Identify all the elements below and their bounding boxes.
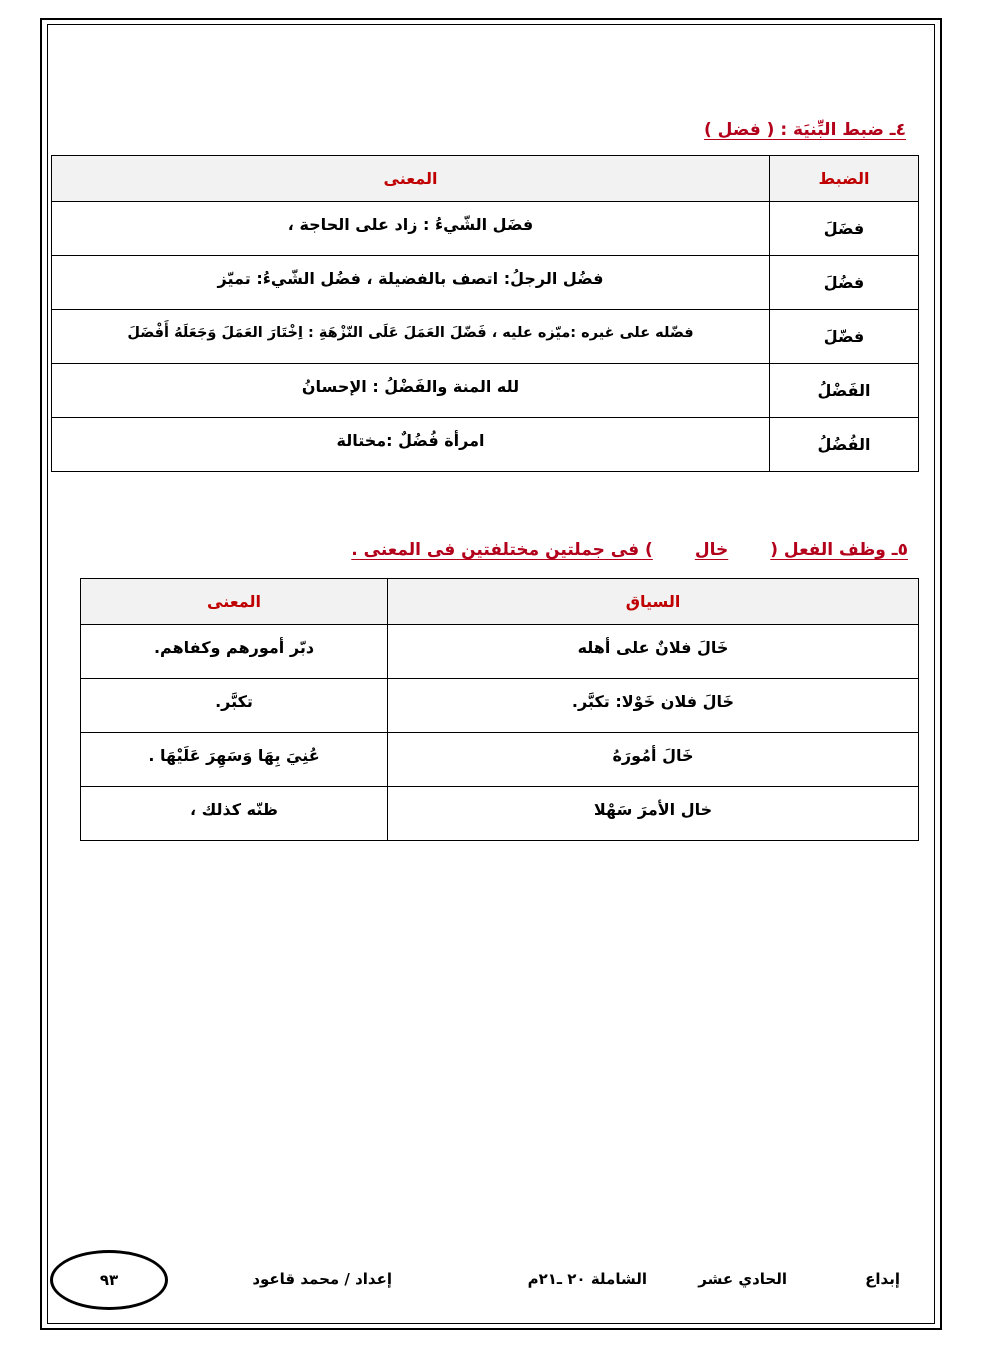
table-row <box>81 679 919 733</box>
table-row <box>52 256 919 310</box>
col-header-context: السياق <box>388 579 919 625</box>
row-meaning: تكبَّر. <box>81 679 388 733</box>
section5-table <box>80 578 919 841</box>
section5-heading-suffix: ) فى جملتين مختلفتين فى المعنى . <box>351 540 653 560</box>
footer-grade: الحادي عشر <box>698 1270 787 1288</box>
page-number: ٩٣ <box>99 1271 119 1289</box>
row-key: فضُلَ <box>770 256 919 310</box>
table-header-row <box>52 156 919 202</box>
row-key: الفَضْلُ <box>770 364 919 418</box>
table-row <box>81 625 919 679</box>
table-row <box>52 418 919 472</box>
section5-heading-prefix: ٥ـ وظف الفعل ( <box>770 540 908 560</box>
table-row <box>52 202 919 256</box>
row-meaning: امرأة فُضُلٌ :مختالة <box>52 418 770 472</box>
row-meaning: ظنّه كذلك ، <box>81 787 388 841</box>
col-header-meaning: المعنى <box>52 156 770 202</box>
table-row <box>52 364 919 418</box>
row-meaning: عُنِيَ بِهَا وَسَهِرَ عَلَيْهَا . <box>81 733 388 787</box>
footer-course: الشاملة ٢٠ ـ٢١م <box>527 1270 647 1288</box>
col-header-meaning: المعنى <box>81 579 388 625</box>
table-row <box>52 310 919 364</box>
row-meaning: فضّله على غيره :ميّزه عليه ، فَضّلَ العَمَلَ عَلَى النّزْهَةِ : اِخْتَارَ العَمَلَ وَجَعَلَهُ أَفْضَلَ <box>52 310 770 364</box>
row-meaning: لله المنة والفَضْلُ : الإحسانُ <box>52 364 770 418</box>
section4-table <box>51 155 919 472</box>
footer-ibdaa: إبداع <box>865 1270 900 1288</box>
row-context: خَالَ أمُورَهُ <box>388 733 919 787</box>
row-meaning: دبّر أمورهم وكفاهم. <box>81 625 388 679</box>
col-header-key: الضبط <box>770 156 919 202</box>
table-header-row <box>81 579 919 625</box>
row-key: فضَلَ <box>770 202 919 256</box>
row-context: خَالَ فلانٌ على أهله <box>388 625 919 679</box>
footer-author: إعداد / محمد قاعود <box>252 1270 392 1288</box>
row-key: الفُضُلُ <box>770 418 919 472</box>
section5-heading <box>351 540 908 560</box>
row-key: فضّلَ <box>770 310 919 364</box>
row-meaning: فضُل الرجلُ: اتصف بالفضيلة ، فضُل الشّيءُ: تميّز <box>52 256 770 310</box>
table-row <box>81 733 919 787</box>
section4-heading: ٤ـ ضبط البِّنيَة : ( فضل ) <box>703 120 906 140</box>
page-number-badge <box>50 1250 168 1310</box>
table-row <box>81 787 919 841</box>
row-context: خال الأمرَ سَهْلا <box>388 787 919 841</box>
row-context: خَالَ فلان خَوْلا: تكبَّر. <box>388 679 919 733</box>
section5-heading-verb: خال <box>694 540 729 560</box>
row-meaning: فضَل الشّيءُ : زاد على الحاجة ، <box>52 202 770 256</box>
